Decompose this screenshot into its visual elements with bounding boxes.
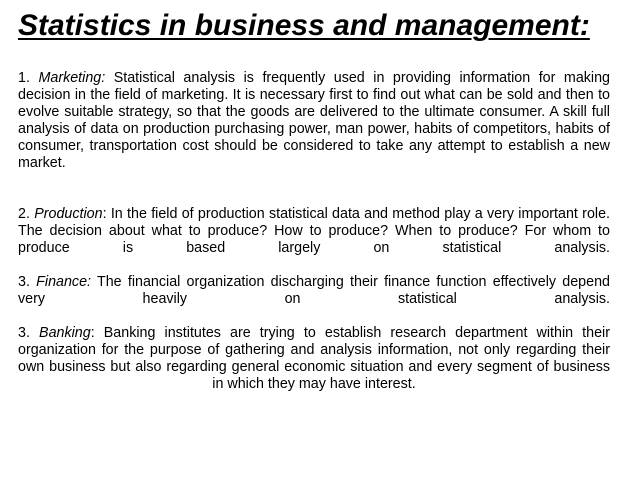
- section-number: 3.: [18, 325, 40, 341]
- section-number: 1.: [18, 70, 39, 86]
- section-heading: Finance:: [36, 274, 92, 290]
- section-text: : In the field of production statistical data and method play a very important role. The decision about what to produce? How to produce? When to produce? For whom to produce is based largely on statistical analysis.: [18, 206, 610, 256]
- section-production: [18, 206, 610, 257]
- section-number: 3.: [18, 274, 37, 290]
- section-number: 2.: [18, 206, 35, 222]
- spacer: [18, 257, 610, 274]
- slide-title: Statistics in business and management:: [18, 9, 590, 42]
- section-marketing: [18, 70, 610, 172]
- section-heading: Banking: [39, 325, 91, 341]
- spacer: [18, 172, 610, 206]
- section-finance: [18, 274, 610, 308]
- section-text: The financial organization discharging their finance function effectively depend very heavily on statistical analysis.: [18, 274, 610, 307]
- section-banking: [18, 325, 610, 393]
- slide-body: [18, 70, 610, 393]
- section-text: Statistical analysis is frequently used in providing information for making decision in the field of marketing. It is necessary first to find out what can be sold and then to evolve suitable strategy, so that the goods are delivered to the ultimate consumer. A skill full analysis of data on production purchasing power, man power, habits of competitors, habits of consumer, transportation cost should be considered to take any attempt to establish a new market.: [18, 70, 610, 171]
- spacer: [18, 308, 610, 325]
- section-heading: Production: [34, 206, 103, 222]
- section-text: : Banking institutes are trying to establish research department within their organization for the purpose of gathering and analysis information, not only regarding their own business but also regarding general economic situation and every segment of business in which they may have interest.: [18, 325, 610, 392]
- section-heading: Marketing:: [38, 70, 106, 86]
